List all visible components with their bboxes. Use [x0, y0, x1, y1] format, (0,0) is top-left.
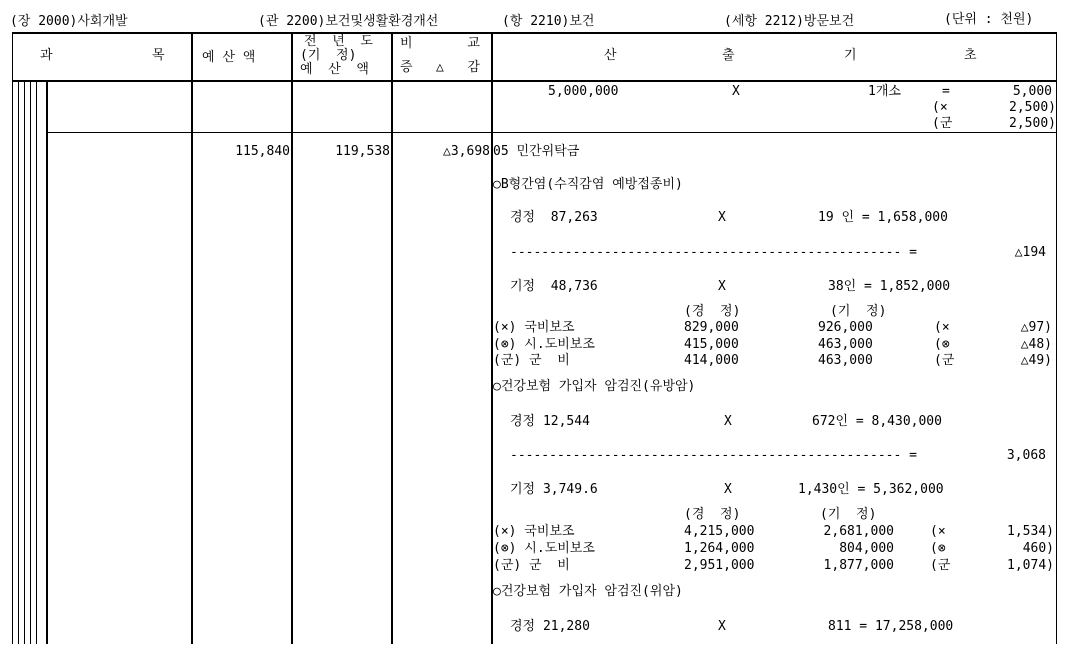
- sec3-gyeong: 경정 21,280: [510, 619, 590, 634]
- jang-label: (장 2000)사회개발: [10, 14, 128, 29]
- sec1-row-k: 926,000: [818, 320, 873, 335]
- row2-compare: △3,698: [443, 144, 490, 159]
- col-header-prev-2: (기 정): [300, 48, 357, 63]
- sec1-title: ○B형간염(수직감염 예방접종비): [493, 177, 683, 192]
- sec2-row-label: (⊗) 시.도비보조: [493, 541, 595, 556]
- row1-total: 5,000: [1012, 84, 1052, 99]
- row1-eq: =: [942, 84, 950, 99]
- sec1-row-label: (⊗) 시.도비보조: [493, 337, 595, 352]
- sec1-row-p: (군: [934, 353, 955, 368]
- row2-budget: 115,840: [235, 144, 290, 159]
- row1-line2-label: (×: [932, 100, 948, 115]
- row-divider: [48, 132, 1057, 133]
- sec1-hdr-k: (기 정): [830, 304, 887, 319]
- sec3-title: ○건강보험 가입자 암검진(위암): [493, 584, 683, 599]
- col-header-calc-1: 산: [604, 48, 617, 63]
- table-top-border: [12, 32, 1057, 34]
- sec2-gijeong-x: X: [724, 482, 732, 497]
- sec1-row-d: △49): [1020, 353, 1052, 368]
- row1-line3-label: (군: [932, 116, 953, 131]
- sec1-row-k: 463,000: [818, 353, 873, 368]
- row1-amount: 5,000,000: [548, 84, 619, 99]
- hierarchy-line: [18, 82, 19, 644]
- hang-label: (항 2210)보건: [502, 14, 595, 29]
- sec1-row-d: △97): [1020, 320, 1052, 335]
- sec1-hdr-g: (경 정): [684, 304, 741, 319]
- col-header-compare-1: 비 교: [400, 36, 480, 51]
- sec2-row-g: 1,264,000: [684, 541, 755, 556]
- sec2-row-p: (군: [930, 558, 951, 573]
- sec2-row-g: 4,215,000: [684, 524, 755, 539]
- sec2-row-g: 2,951,000: [684, 558, 755, 573]
- row1-count: 1개소: [868, 84, 901, 99]
- sec2-row-label: (×) 국비보조: [493, 524, 575, 539]
- sec2-dash: -------------------------------------------------- =: [510, 448, 917, 463]
- col-header-gwa: 과: [40, 48, 53, 63]
- sec2-gyeong: 경정 12,544: [510, 414, 590, 429]
- sec2-gyeong-x: X: [724, 414, 732, 429]
- gwan-label: (관 2200)보건및생활환경개선: [258, 14, 439, 29]
- col-divider: [291, 32, 293, 644]
- col-divider: [191, 32, 193, 644]
- col-header-calc-2: 출: [722, 48, 735, 63]
- sec1-row-k: 463,000: [818, 337, 873, 352]
- sec2-row-k: 1,877,000: [823, 558, 894, 573]
- col-divider: [391, 32, 393, 644]
- sec2-hdr-g: (경 정): [684, 507, 741, 522]
- sec1-row-g: 829,000: [684, 320, 739, 335]
- left-border: [12, 32, 13, 82]
- sec2-row-label: (군) 군 비: [493, 558, 570, 573]
- sec2-row-d: 460): [1022, 541, 1054, 556]
- sec2-row-k: 804,000: [839, 541, 894, 556]
- hierarchy-line: [46, 82, 48, 644]
- header-bottom-border: [12, 80, 1057, 82]
- col-header-prev-3: 예 산 액: [300, 62, 369, 77]
- sec2-row-d: 1,074): [1007, 558, 1054, 573]
- hierarchy-line: [30, 82, 31, 644]
- sec2-row-k: 2,681,000: [823, 524, 894, 539]
- sec3-gyeong-x: X: [718, 619, 726, 634]
- sec1-gyeong: 경정 87,263: [510, 210, 598, 225]
- sec2-dash-val: 3,068: [1006, 448, 1046, 463]
- row2-prev: 119,538: [335, 144, 390, 159]
- sec1-gyeong-calc: 19 인 = 1,658,000: [818, 210, 948, 225]
- sec2-title: ○건강보험 가입자 암검진(유방암): [493, 379, 696, 394]
- hierarchy-line: [12, 82, 13, 644]
- sec2-row-p: (⊗: [930, 541, 946, 556]
- sec2-gijeong: 기정 3,749.6: [510, 482, 598, 497]
- sec2-gyeong-calc: 672인 = 8,430,000: [812, 414, 942, 429]
- row1-line3-value: 2,500): [1009, 116, 1056, 131]
- sec1-row-label: (군) 군 비: [493, 353, 570, 368]
- sec1-row-g: 415,000: [684, 337, 739, 352]
- sec1-dash-val: △194: [1014, 245, 1046, 260]
- sec1-row-d: △48): [1020, 337, 1052, 352]
- sec1-gyeong-x: X: [718, 210, 726, 225]
- col-header-calc-4: 초: [964, 48, 977, 63]
- hierarchy-line: [24, 82, 25, 644]
- sec2-row-d: 1,534): [1007, 524, 1054, 539]
- sec2-hdr-k: (기 정): [820, 507, 877, 522]
- col-header-budget: 예 산 액: [202, 50, 256, 65]
- col-header-mok: 목: [152, 48, 165, 63]
- sec2-row-p: (×: [930, 524, 946, 539]
- col-header-compare-2: 증 △ 감: [400, 60, 480, 75]
- hierarchy-line: [36, 82, 37, 644]
- sec1-row-p: (⊗: [934, 337, 950, 352]
- col-divider: [1056, 32, 1057, 644]
- col-header-prev-1: 전 년 도: [304, 34, 373, 49]
- unit-label: (단위 : 천원): [944, 12, 1034, 27]
- row1-x: X: [732, 84, 740, 99]
- sec2-gijeong-calc: 1,430인 = 5,362,000: [798, 482, 944, 497]
- sec1-gijeong-x: X: [718, 279, 726, 294]
- sec1-gijeong-calc: 38인 = 1,852,000: [828, 279, 951, 294]
- sec1-row-label: (×) 국비보조: [493, 320, 575, 335]
- row2-item-title: 05 민간위탁금: [493, 144, 580, 159]
- col-header-calc-3: 기: [844, 48, 857, 63]
- sec1-gijeong: 기정 48,736: [510, 279, 598, 294]
- row1-line2-value: 2,500): [1009, 100, 1056, 115]
- sec3-gyeong-calc: 811 = 17,258,000: [828, 619, 954, 634]
- sec1-row-g: 414,000: [684, 353, 739, 368]
- sec1-dash: -------------------------------------------------- =: [510, 245, 917, 260]
- sec1-row-p: (×: [934, 320, 950, 335]
- sehang-label: (세항 2212)방문보건: [724, 14, 855, 29]
